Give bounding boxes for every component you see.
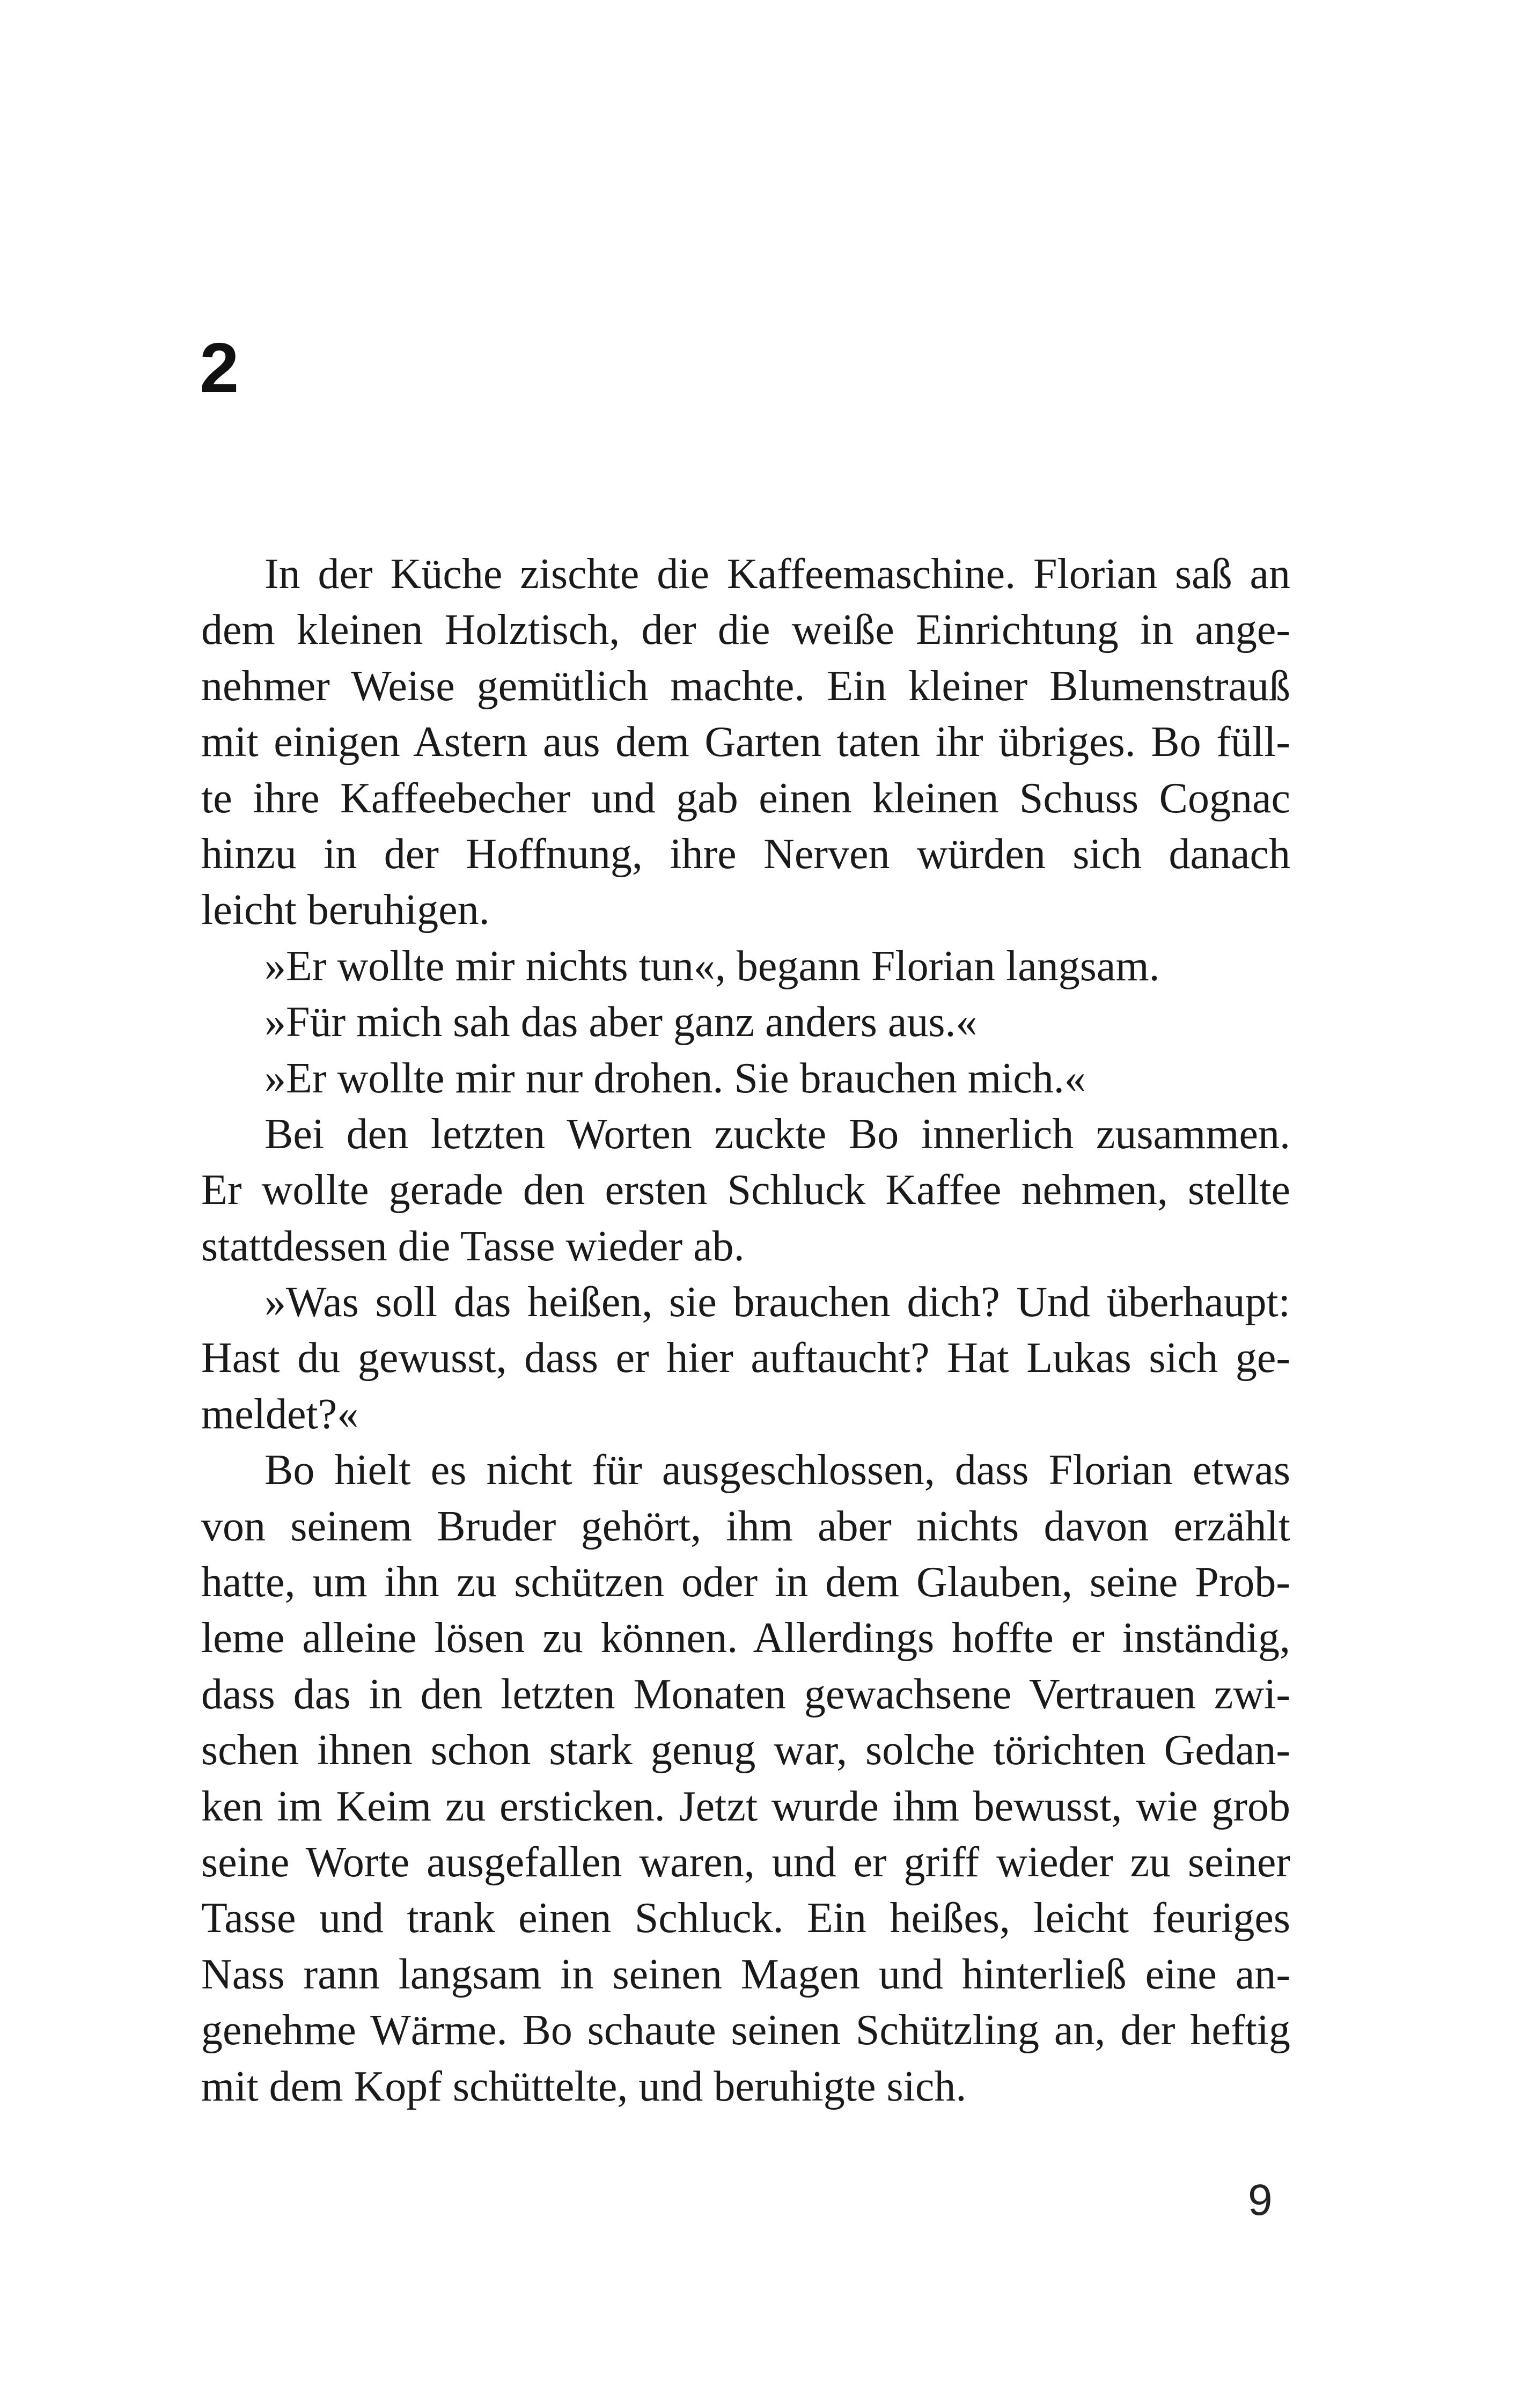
text-line: schen ihnen schon stark genug war, solche törichten Gedan- bbox=[201, 1727, 1290, 1774]
text-line: mit dem Kopf schüttelte, und beruhigte sich. bbox=[201, 2062, 967, 2110]
text-line: leme alleine lösen zu können. Allerdings hoffte er inständig, bbox=[201, 1614, 1290, 1662]
text-line: meldet?« bbox=[201, 1390, 359, 1438]
text-line: »Er wollte mir nur drohen. Sie brauchen mich.« bbox=[264, 1054, 1086, 1102]
text-line: dem kleinen Holztisch, der die weiße Einrichtung in ange- bbox=[201, 606, 1290, 654]
text-line: ken im Keim zu ersticken. Jetzt wurde ihm bewusst, wie grob bbox=[201, 1782, 1290, 1830]
text-line: »Für mich sah das aber ganz anders aus.« bbox=[264, 999, 978, 1046]
page-number: 9 bbox=[1248, 2176, 1273, 2225]
text-line: mit einigen Astern aus dem Garten taten ihr übriges. Bo füll- bbox=[201, 718, 1290, 766]
text-line: leicht beruhigen. bbox=[201, 886, 490, 934]
text-line: te ihre Kaffeebecher und gab einen kleinen Schuss Cognac bbox=[201, 774, 1290, 822]
chapter-number: 2 bbox=[200, 328, 240, 407]
body-text bbox=[201, 546, 1290, 2115]
text-line: seine Worte ausgefallen waren, und er griff wieder zu seiner bbox=[201, 1838, 1290, 1886]
text-line: dass das in den letzten Monaten gewachsene Vertrauen zwi- bbox=[201, 1670, 1290, 1718]
text-line: Er wollte gerade den ersten Schluck Kaffee nehmen, stellte bbox=[201, 1166, 1290, 1214]
text-line: von seinem Bruder gehört, ihm aber nichts davon erzählt bbox=[201, 1502, 1290, 1550]
text-line: »Was soll das heißen, sie brauchen dich? Und überhaupt: bbox=[264, 1279, 1290, 1326]
text-line: hinzu in der Hoffnung, ihre Nerven würden sich danach bbox=[201, 830, 1290, 878]
text-line: hatte, um ihn zu schützen oder in dem Glauben, seine Prob- bbox=[201, 1559, 1290, 1606]
text-line: genehme Wärme. Bo schaute seinen Schützling an, der heftig bbox=[201, 2007, 1290, 2054]
text-line: Hast du gewusst, dass er hier auftaucht? Hat Lukas sich ge- bbox=[201, 1334, 1290, 1382]
text-line: »Er wollte mir nichts tun«, begann Florian langsam. bbox=[264, 942, 1160, 990]
text-line: nehmer Weise gemütlich machte. Ein kleiner Blumenstrauß bbox=[201, 662, 1290, 710]
text-line: In der Küche zischte die Kaffeemaschine. Florian saß an bbox=[264, 550, 1290, 598]
text-line: Bei den letzten Worten zuckte Bo innerlich zusammen. bbox=[264, 1110, 1290, 1158]
text-line: Nass rann langsam in seinen Magen und hinterließ eine an- bbox=[201, 1950, 1290, 1998]
text-line: stattdessen die Tasse wieder ab. bbox=[201, 1222, 745, 1270]
text-line: Bo hielt es nicht für ausgeschlossen, dass Florian etwas bbox=[264, 1447, 1290, 1494]
text-line: Tasse und trank einen Schluck. Ein heißes, leicht feuriges bbox=[201, 1895, 1290, 1942]
